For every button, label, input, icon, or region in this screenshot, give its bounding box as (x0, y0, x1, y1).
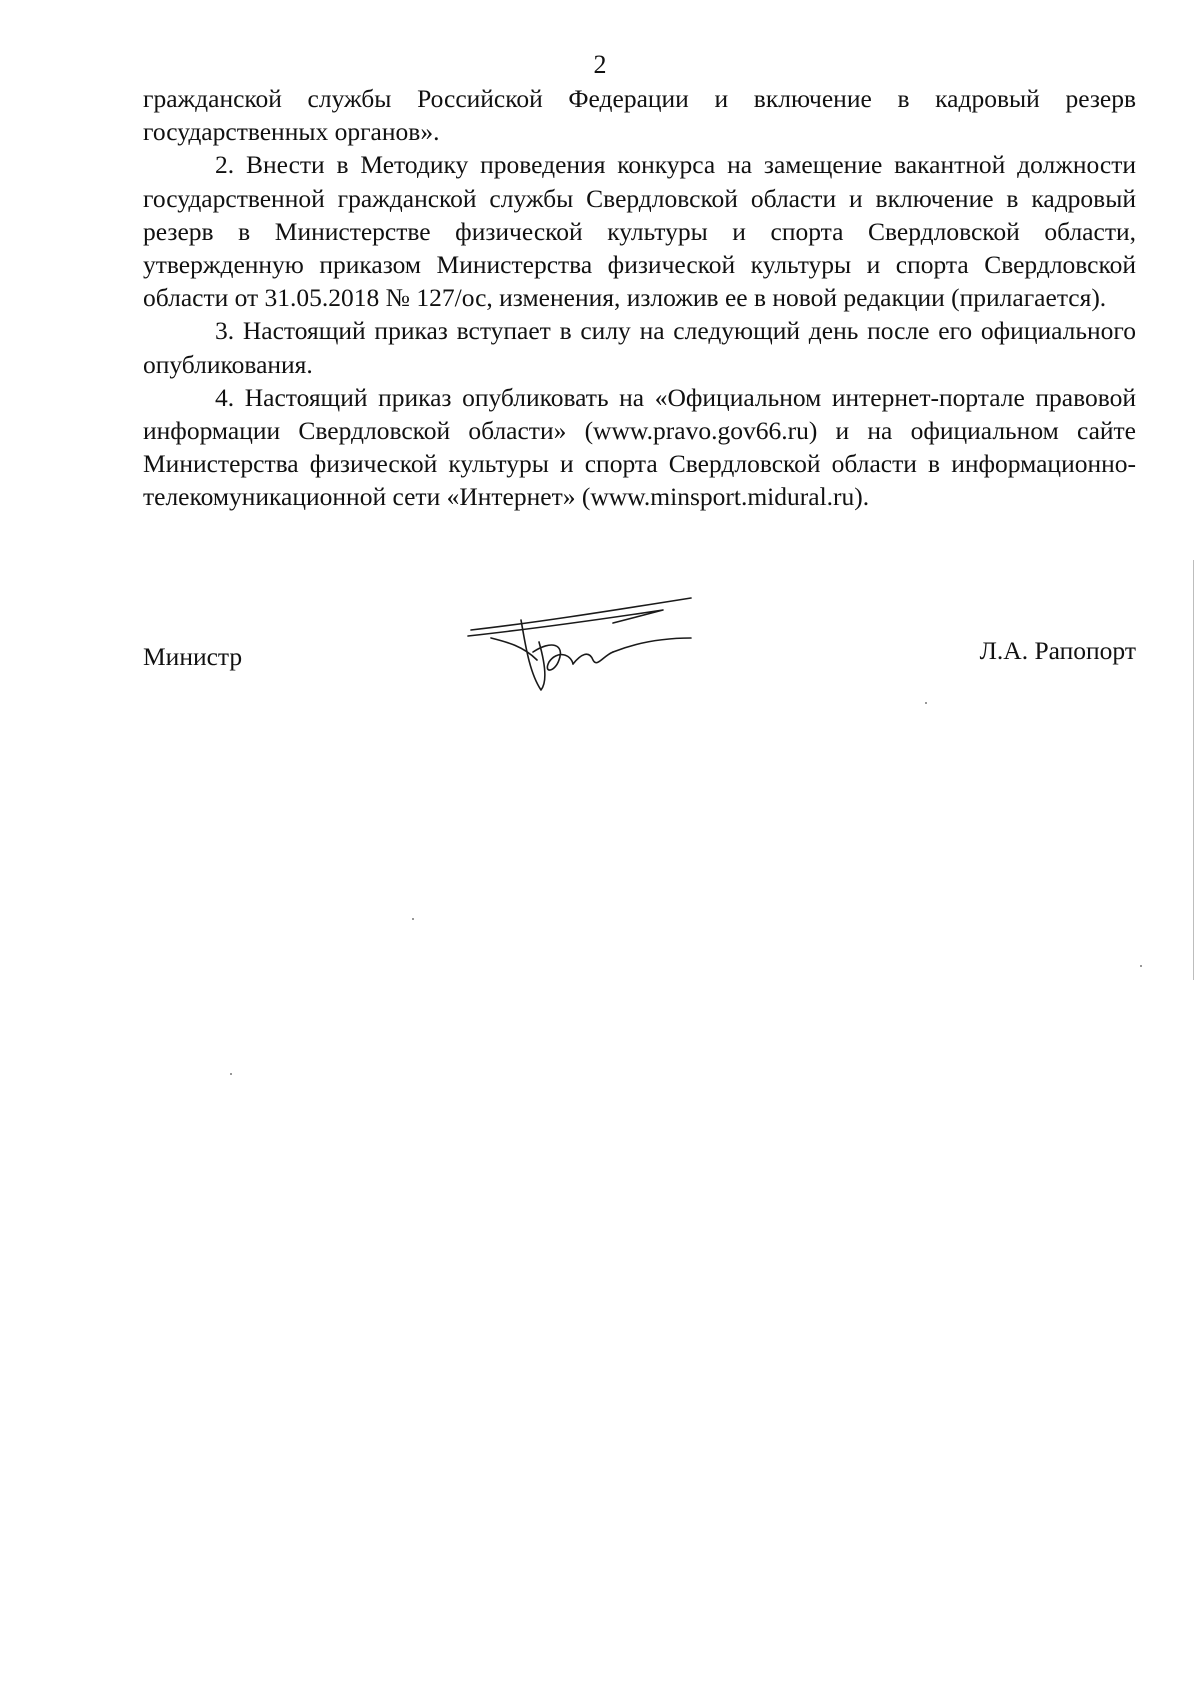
signatory-name: Л.А. Рапопорт (979, 636, 1136, 665)
paragraph-continuation: гражданской службы Российской Федерации и включение в кадровый резерв государственных органов». (143, 84, 1136, 147)
paragraph-item-3: 3. Настоящий приказ вступает в силу на следующий день после его официального опубликования. (143, 316, 1136, 379)
signature-block (143, 590, 1136, 700)
document-body (143, 82, 1136, 514)
page-number: 2 (593, 50, 607, 79)
scan-speck (1140, 965, 1142, 967)
paragraph-item-2: 2. Внести в Методику проведения конкурса на замещение вакантной должности государственной гражданской службы Свердловской области и включение в кадровый резерв в Министерстве физической культуры и спорта Свердловской области, утвержденную приказом Министерства физической культуры и спорта Свердловской области от 31.05.2018 № 127/ос, изменения, изложив ее в новой редакции (прилагается). (143, 150, 1136, 313)
scan-speck (230, 1073, 232, 1075)
scan-speck (412, 918, 414, 920)
scan-edge-line (1193, 560, 1194, 980)
paragraph-item-4: 4. Настоящий приказ опубликовать на «Официальном интернет-портале правовой информации Свердловской области» (www.pravo.gov66.ru) и на официальном сайте Министерства физической культуры и спорта Свердловской области в информационно-телекомуникационной сети «Интернет» (www.minsport.midural.ru). (143, 382, 1136, 512)
scan-speck (925, 702, 927, 704)
signatory-title: Министр (143, 642, 243, 671)
handwritten-signature-icon (463, 590, 703, 700)
